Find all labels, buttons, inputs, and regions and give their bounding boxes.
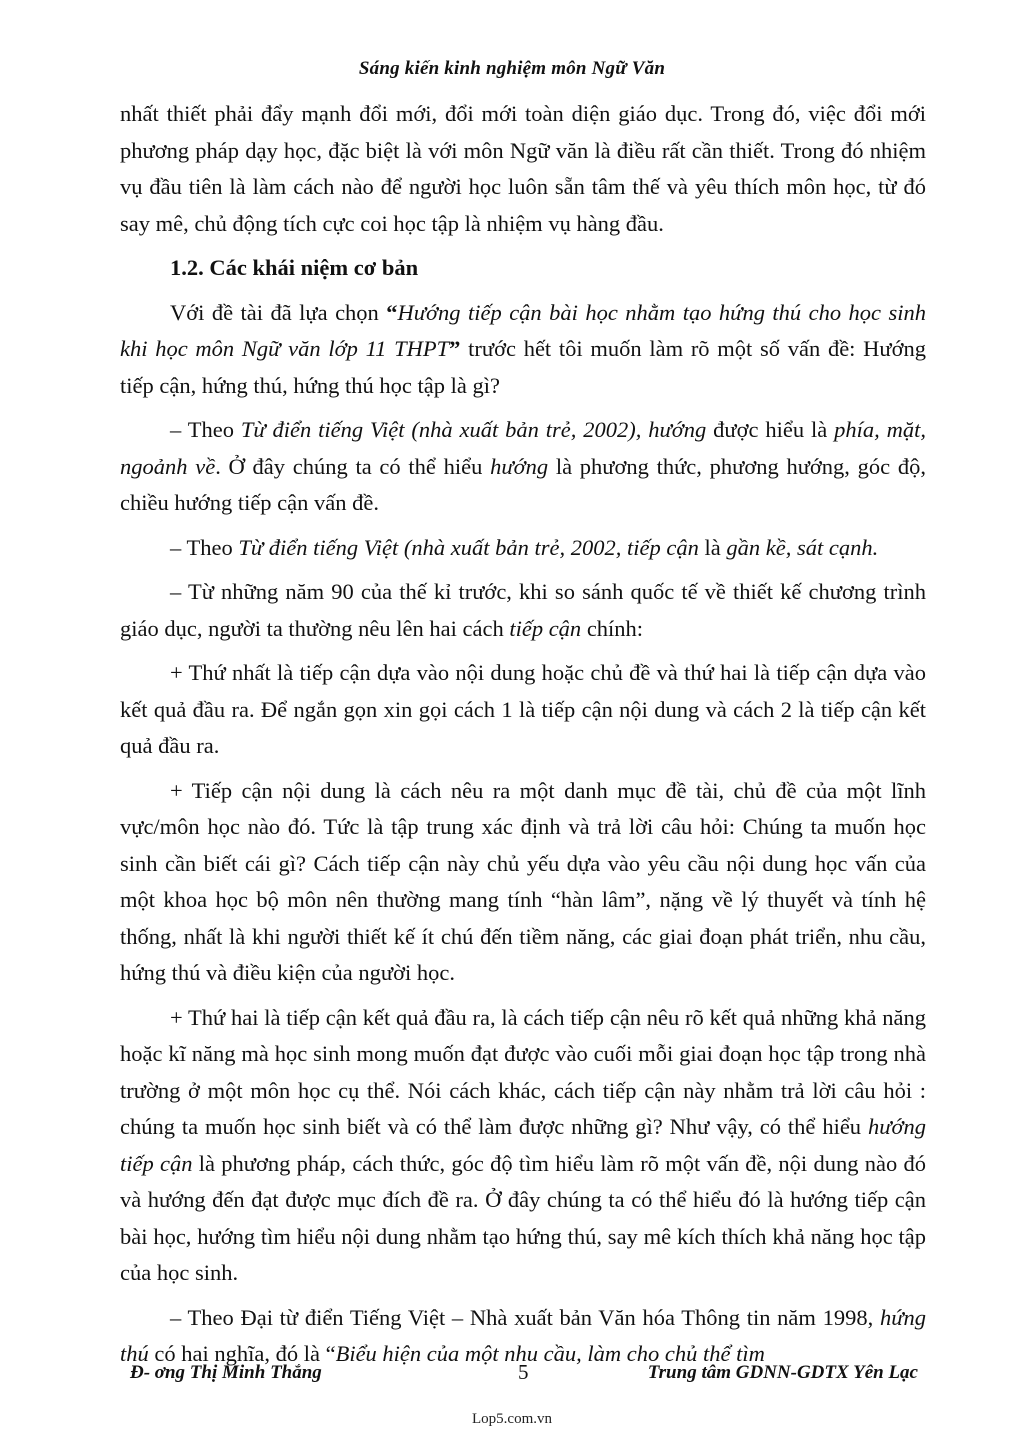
paragraph-first-approach: + Thứ nhất là tiếp cận dựa vào nội dung hoặc chủ đề và thứ hai là tiếp cận dựa vào kết quả đầu ra. Để ngắn gọn xin gọi cách 1 là tiếp cận nội dung và cách 2 là tiếp cận kết quả đầu ra. [120, 660, 926, 758]
paragraph-topic: Với đề tài đã lựa chọn “Hướng tiếp cận bài học nhằm tạo hứng thú cho học sinh khi học môn Ngữ văn lớp 11 THPT” trước hết tôi muốn làm rõ một số vấn đề: Hướng tiếp cận, hứng thú, hứng thú học tập là gì? [120, 299, 927, 398]
paragraph-approaches: – Từ những năm 90 của thế kỉ trước, khi so sánh quốc tế về thiết kế chương trình giáo dục, người ta thường nêu lên hai cách tiếp cận chính: [120, 579, 926, 641]
page-footer [120, 1362, 926, 1392]
paragraph-content-approach: + Tiếp cận nội dung là cách nêu ra một danh mục đề tài, chủ đề của một lĩnh vực/môn học nào đó. Tức là tập trung xác định và trả lời câu hỏi: Chúng ta muốn học sinh cần biết cái gì? Cách tiếp cận này chủ yếu dựa vào yêu cầu nội dung học vấn của một khoa học bộ môn nên thường mang tính “hàn lâm”, nặng về lý thuyết và tính hệ thống, nhất là khi người thiết kế ít chú đến tiềm năng, các giai đoạn phát triển, nhu cầu, hứng thú và điều kiện của người học. [120, 777, 926, 985]
page-header: Sáng kiến kinh nghiệm môn Ngữ Văn [358, 58, 666, 79]
paragraph-output-approach: + Thứ hai là tiếp cận kết quả đầu ra, là cách tiếp cận nêu rõ kết quả những khả năng hoặc kĩ năng mà học sinh mong muốn đạt được vào cuối mỗi giai đoạn học tập trong nhà trường ở một môn học cụ thể. Nói cách khác, cách tiếp cận này nhằm trả lời câu hỏi : chúng ta muốn học sinh biết và có thể làm được những gì? Như vậy, có thể hiểu hướng tiếp cận là phương pháp, cách thức, góc độ tìm hiểu làm rõ một vấn đề, nội dung nào đó và hướng đến đạt được mục đích đề ra. Ở đây chúng ta có thể hiểu đó là hướng tiếp cận bài học, hướng tìm hiểu nội dung nhằm tạo hứng thú, say mê kích thích khả năng học tập của học sinh. [120, 1004, 926, 1285]
footer-author: Đ- ơng Thị Minh Thắng [130, 1362, 322, 1383]
document-body [120, 96, 926, 1381]
paragraph-definition-hung-thu: – Theo Đại từ điển Tiếng Việt – Nhà xuất bản Văn hóa Thông tin năm 1998, hứng thú có hai nghĩa, đó là “Biểu hiện của một nhu cầu, làm cho chủ thể tìm [120, 1304, 926, 1366]
section-heading: 1.2. Các khái niệm cơ bản [170, 255, 419, 280]
paragraph-definition-huong: – Theo Từ điển tiếng Việt (nhà xuất bản trẻ, 2002), hướng được hiểu là phía, mặt, ngoảnh về. Ở đây chúng ta có thể hiểu hướng là phương thức, phương hướng, góc độ, chiều hướng tiếp cận vấn đề. [120, 417, 926, 515]
footer-organization: Trung tâm GDNN-GDTX Yên Lạc [647, 1362, 918, 1383]
page-number: 5 [518, 1360, 529, 1384]
paragraph-definition-tiep-can: – Theo Từ điển tiếng Việt (nhà xuất bản trẻ, 2002, tiếp cận là gần kề, sát cạnh. [170, 534, 879, 560]
site-watermark: Lop5.com.vn [472, 1411, 552, 1427]
paragraph-continuation: nhất thiết phải đẩy mạnh đổi mới, đổi mới toàn diện giáo dục. Trong đó, việc đổi mới phương pháp dạy học, đặc biệt là với môn Ngữ văn là điều rất cần thiết. Trong đó nhiệm vụ đầu tiên là làm cách nào để người học luôn sẵn tâm thế và yêu thích môn học, từ đó say mê, chủ động tích cực coi học tập là nhiệm vụ hàng đầu. [120, 101, 926, 236]
